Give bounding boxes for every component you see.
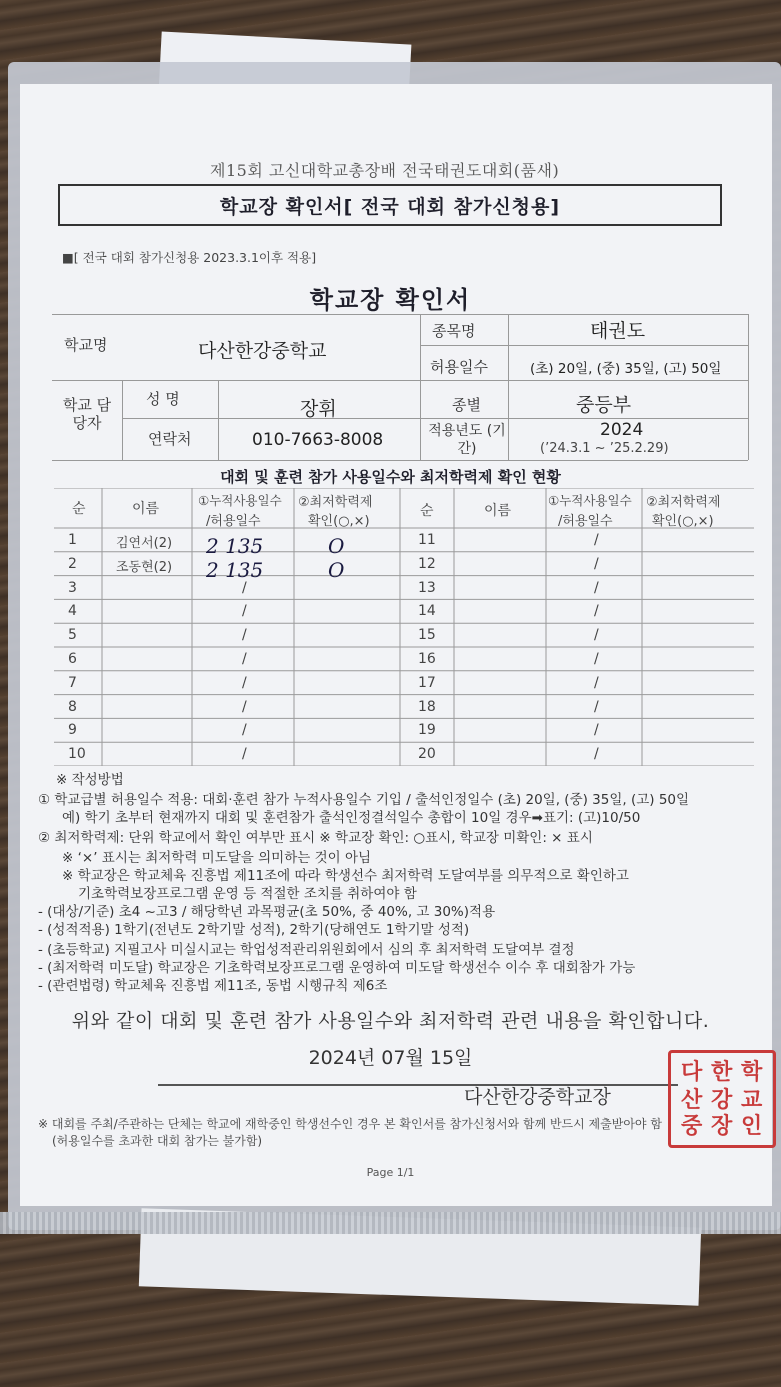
school-label: 학교명 — [64, 336, 108, 354]
row-days: / — [242, 651, 247, 667]
form-border — [52, 314, 748, 315]
row-seq: 10 — [68, 746, 86, 763]
form-border — [420, 314, 421, 460]
name-value: 장휘 — [300, 398, 337, 420]
row-days: / — [594, 698, 599, 715]
confirmation-text: 위와 같이 대회 및 훈련 참가 사용일수와 최저학력 관련 내용을 확인합니다. — [71, 1010, 710, 1032]
form-border — [748, 314, 749, 460]
row-seq: 6 — [68, 651, 77, 667]
row-seq: 4 — [68, 603, 77, 620]
school-value: 다산한강중학교 — [198, 340, 327, 362]
row-seq: 7 — [68, 674, 77, 691]
row-seq: 12 — [418, 555, 436, 572]
row-days: / — [242, 627, 247, 644]
row-days: / — [242, 603, 247, 620]
row-seq: 13 — [418, 579, 436, 596]
header-name: 이름 — [132, 501, 160, 517]
category-value: 중등부 — [576, 394, 632, 416]
header-seq: 순 — [72, 501, 86, 517]
header-check: 확인(○,×) — [308, 514, 370, 529]
header-days: ①누적사용일수 — [548, 493, 632, 508]
year-label: 적용년도 (기간) — [428, 423, 506, 457]
document-date: 2024년 07월 15일 — [308, 1047, 473, 1069]
form-border — [52, 380, 748, 381]
phone-value: 010-7663-8008 — [252, 430, 384, 450]
phone-label: 연락처 — [148, 430, 192, 448]
table-subtitle: 대회 및 훈련 참가 사용일수와 최저학력제 확인 현황 — [220, 468, 561, 486]
principal-name: 다산한강중학교장 — [464, 1086, 611, 1108]
row-seq: 15 — [418, 627, 436, 644]
form-border — [52, 460, 748, 461]
allowed-days-label: 허용일수 — [430, 358, 488, 376]
form-border — [420, 345, 748, 346]
note-line: - (최저학력 미도달) 학교장은 기초학력보장프로그램 운영하여 미도달 학생선수 이수 후 대회참가 가능 — [38, 960, 636, 976]
row-days: / — [594, 746, 599, 763]
sleeve-edge — [0, 1212, 781, 1234]
event-label: 종목명 — [432, 322, 476, 340]
year-value: 2024 — [600, 420, 644, 440]
header-days: /허용일수 — [206, 514, 261, 529]
row-seq: 9 — [68, 722, 77, 739]
row-days: / — [594, 651, 599, 667]
note-line: ② 최저학력제: 단위 학교에서 확인 여부만 표시 ※ 학교장 확인: ○표시, 학교장 미확인: × 표시 — [38, 830, 593, 846]
row-days: / — [242, 674, 247, 691]
note-line: ※ 학교장은 학교체육 진흥법 제11조에 따라 학생선수 최저학력 도달여부를 의무적으로 확인하고 — [62, 868, 629, 884]
note-line: - (성적적용) 1학기(전년도 2학기말 성적), 2학기(당해연도 1학기말 성적) — [38, 922, 470, 938]
document-title-box — [58, 184, 722, 226]
row-days: / — [594, 722, 599, 739]
note-line: - (관련법령) 학교체육 진흥법 제11조, 동법 시행규칙 제6조 — [38, 978, 388, 994]
row-seq: 18 — [418, 698, 436, 715]
row-seq: 14 — [418, 603, 436, 620]
row-days: / — [594, 603, 599, 620]
row-seq: 11 — [418, 532, 436, 548]
row-days: / — [594, 674, 599, 691]
contact-group-label: 학교 담당자 — [62, 396, 112, 432]
row-seq: 1 — [68, 532, 77, 548]
row-days: / — [594, 555, 599, 572]
row-name: 김연서(2) — [116, 536, 173, 551]
form-border — [218, 380, 219, 460]
name-label: 성 명 — [146, 390, 180, 408]
header-seq: 순 — [420, 503, 434, 519]
note-line: - (초등학교) 지필고사 미실시교는 학업성적관리위원회에서 심의 후 최저학력 도달여부 결정 — [38, 942, 575, 958]
note-line: ① 학교급별 허용일수 적용: 대회·훈련 참가 누적사용일수 기입 / 출석인정일수 (초) 20일, (중) 35일, (고) 50일 — [38, 792, 690, 808]
form-border — [508, 314, 509, 460]
row-days: / — [242, 746, 247, 763]
note-line: ※ 작성방법 — [56, 772, 124, 788]
row-days: / — [594, 579, 599, 596]
category-label: 종별 — [452, 396, 481, 414]
row-days: / — [242, 722, 247, 739]
main-title: 학교장 확인서 — [309, 286, 472, 314]
row-days: / — [594, 532, 599, 548]
row-seq: 16 — [418, 651, 436, 667]
document-box-title: 학교장 확인서[ 전국 대회 참가신청용] — [219, 196, 561, 218]
footer-note-2: (허용일수를 초과한 대회 참가는 불가함) — [52, 1134, 263, 1148]
event-value: 태권도 — [590, 320, 646, 342]
row-seq: 20 — [418, 746, 436, 763]
official-seal: 다 한 학 산 강 교 중 장 인 — [668, 1050, 776, 1148]
header-check: 확인(○,×) — [652, 514, 714, 529]
footer-note-1: ※ 대회를 주최/주관하는 단체는 학교에 재학중인 학생선수인 경우 본 확인서를 참가신청서와 함께 반드시 제출받아야 함 — [38, 1117, 662, 1131]
row-seq: 19 — [418, 722, 436, 739]
page-number: Page 1/1 — [366, 1166, 415, 1179]
row-days: / — [594, 627, 599, 644]
handwritten-check-1: O — [328, 534, 345, 558]
note-line: 예) 학기 초부터 현재까지 대회 및 훈련참가 출석인정결석일수 총합이 10일 경우➡표기: (고)10/50 — [62, 810, 641, 826]
row-seq: 5 — [68, 627, 77, 644]
header-days: ①누적사용일수 — [198, 493, 282, 508]
note-line: 기초학력보장프로그램 운영 등 적절한 조치를 취하여야 함 — [78, 886, 417, 902]
handwritten-check-2: O — [328, 558, 345, 582]
header-check: ②최저학력제 — [298, 495, 373, 510]
row-name: 조동현(2) — [116, 559, 173, 575]
row-days: / — [242, 579, 247, 596]
note-line: ※ ‘×’ 표시는 최저학력 미도달을 의미하는 것이 아님 — [62, 850, 372, 866]
competition-title: 제15회 고신대학교총장배 전국태권도대회(품새) — [210, 161, 560, 180]
applied-note: ■[ 전국 대회 참가신청용 2023.3.1이후 적용] — [62, 250, 317, 265]
form-border — [122, 380, 123, 460]
form-border — [122, 418, 748, 419]
header-name: 이름 — [484, 503, 512, 519]
year-period: (’24.3.1 ~ ’25.2.29) — [540, 441, 669, 456]
allowed-days-value: (초) 20일, (중) 35일, (고) 50일 — [530, 361, 722, 377]
header-days: /허용일수 — [558, 514, 613, 529]
row-seq: 17 — [418, 674, 436, 691]
row-seq: 2 — [68, 555, 77, 572]
handwritten-days-2: 2 135 — [206, 558, 264, 582]
handwritten-days-1: 2 135 — [206, 534, 264, 558]
usage-table-grid — [54, 488, 754, 766]
row-seq: 8 — [68, 698, 77, 715]
note-line: - (대상/기준) 초4 ~고3 / 해당학년 과목평균(초 50%, 중 40%, 고 30%)적용 — [38, 904, 496, 920]
row-seq: 3 — [68, 579, 77, 596]
row-days: / — [242, 698, 247, 715]
header-check: ②최저학력제 — [646, 495, 721, 510]
